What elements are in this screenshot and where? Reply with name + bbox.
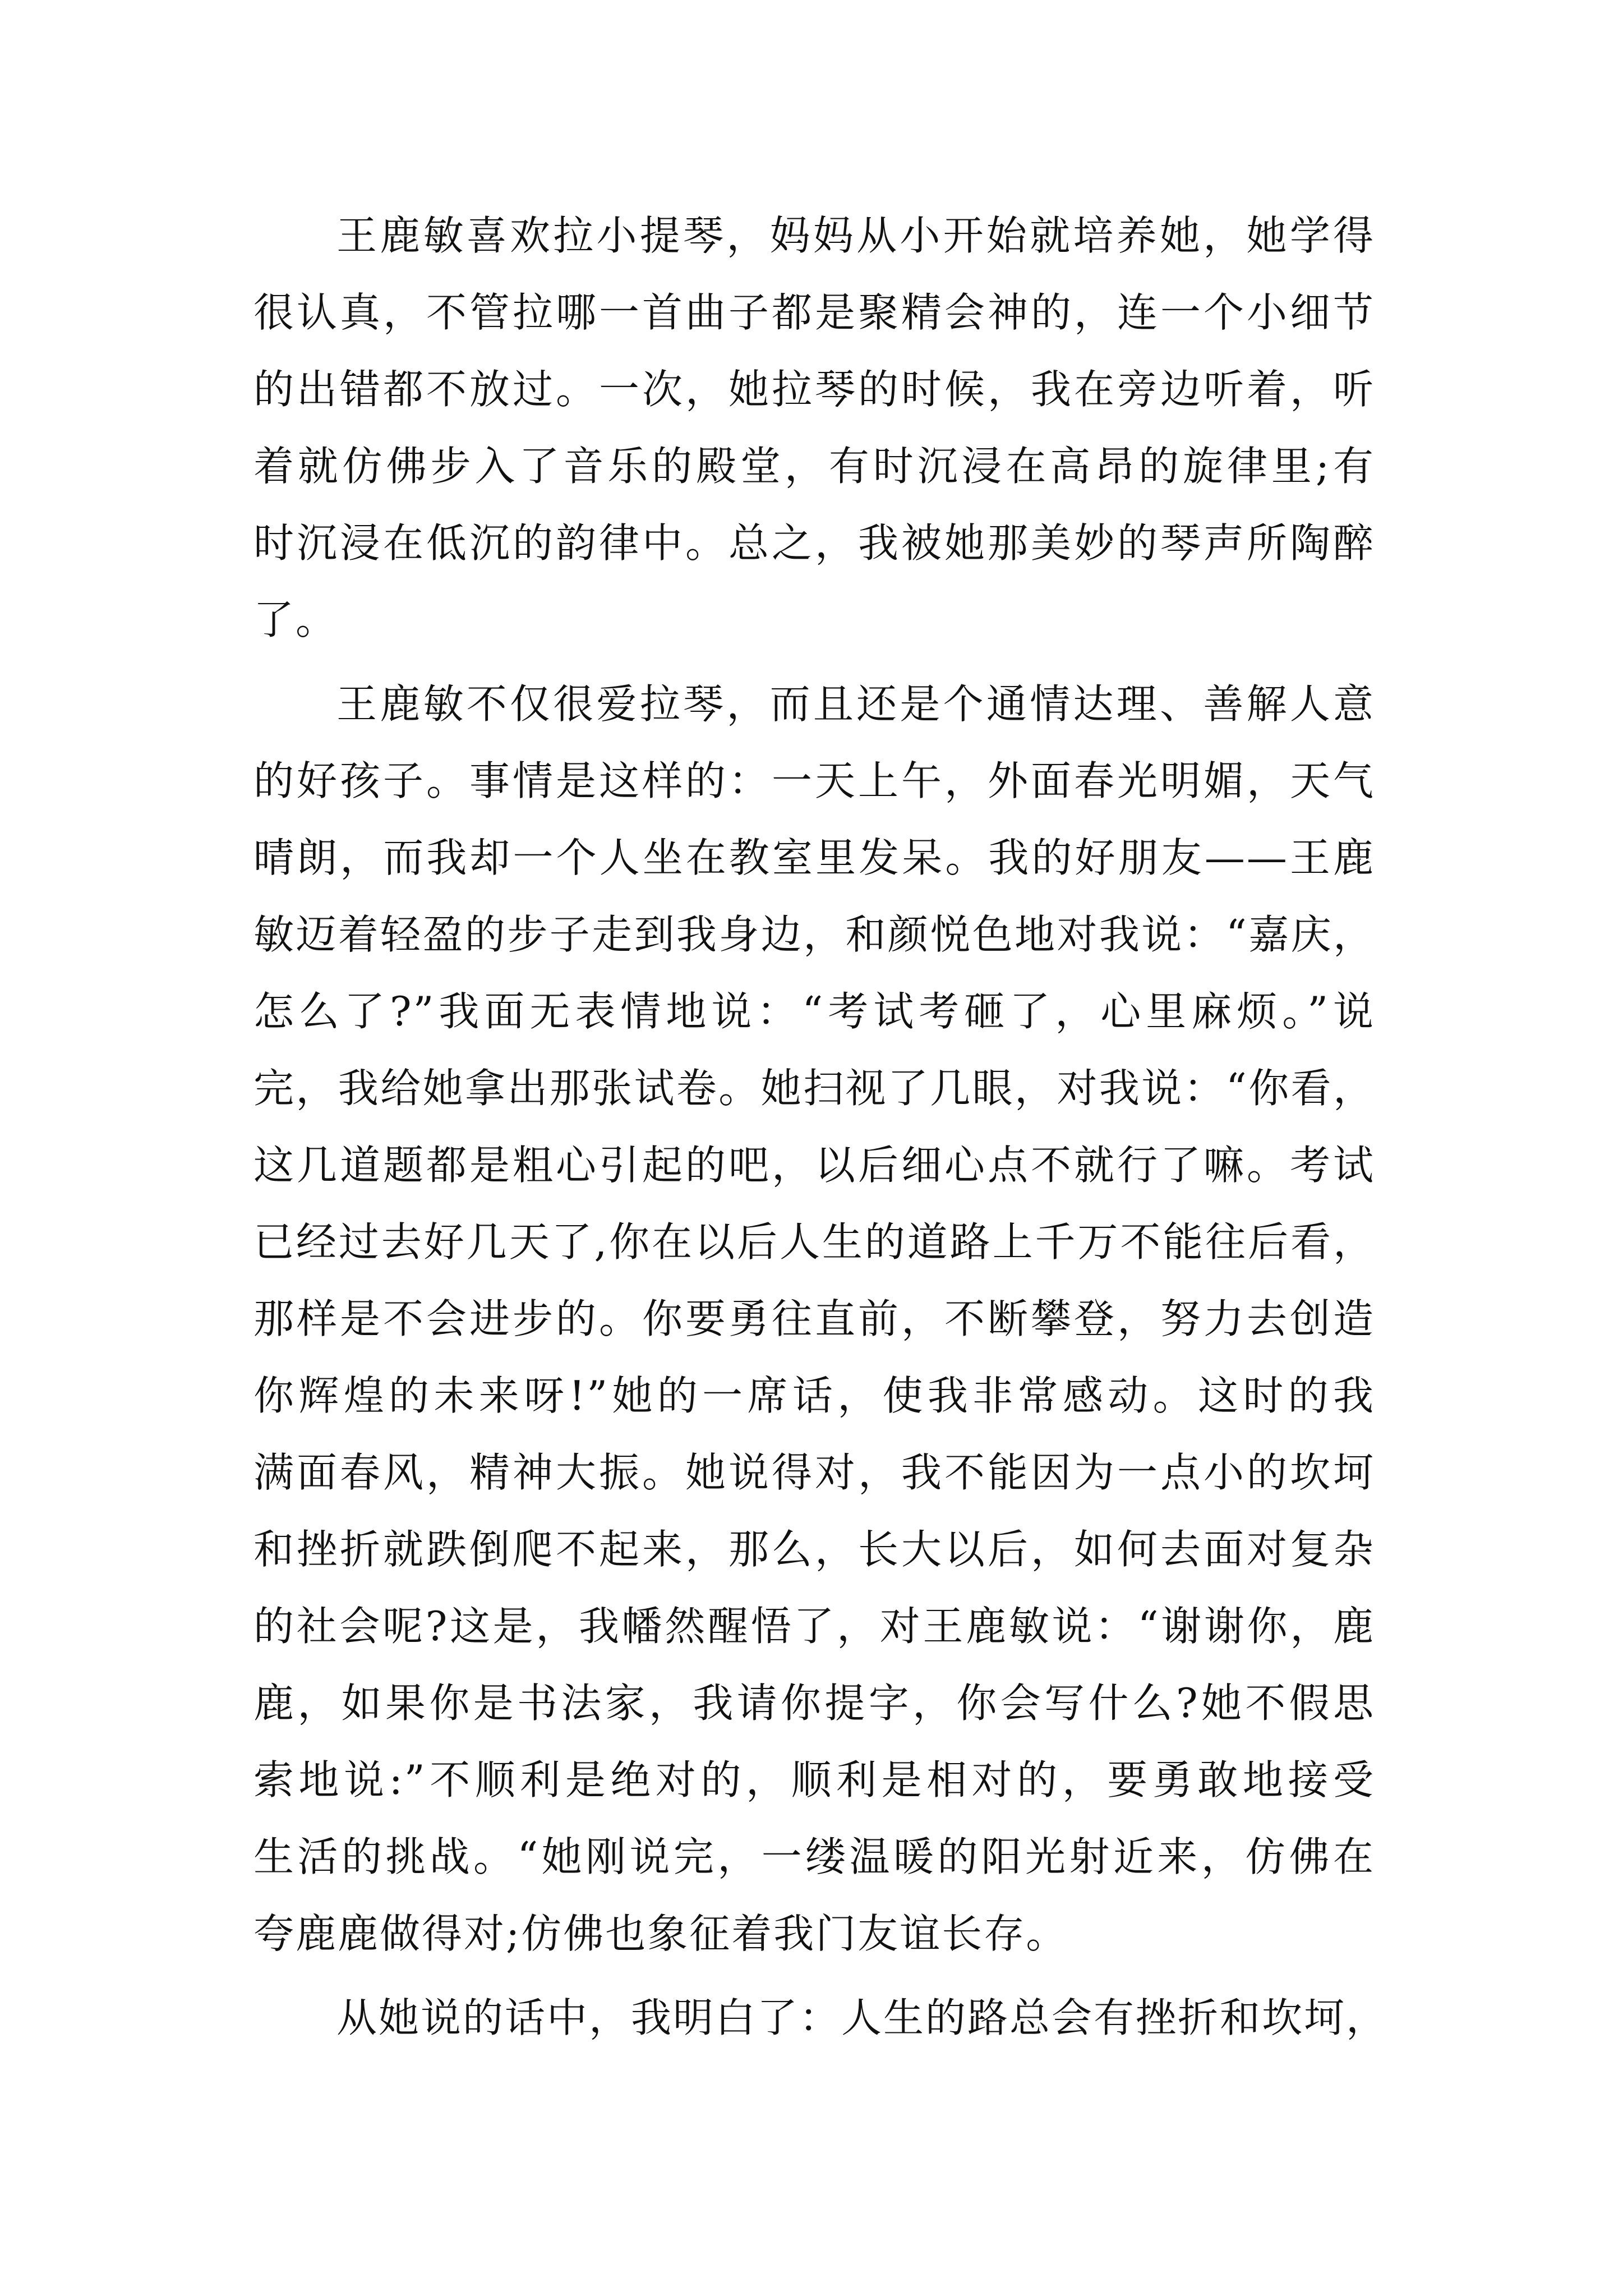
paragraph-2-line-2: 的好孩子。事情是这样的：一天上午，外面春光明媚，天气	[253, 757, 1375, 804]
paragraph-1-line-2: 很认真，不管拉哪一首曲子都是聚精会神的，连一个小细节	[253, 289, 1375, 336]
paragraph-2-line-8: 已经过去好几天了,你在以后人生的道路上千万不能往后看，	[253, 1218, 1375, 1266]
paragraph-2-line-3: 晴朗，而我却一个人坐在教室里发呆。我的好朋友——王鹿	[253, 834, 1375, 881]
paragraph-1-line-1: 王鹿敏喜欢拉小提琴，妈妈从小开始就培养她，她学得	[336, 212, 1375, 259]
essay-body	[253, 197, 1389, 2056]
paragraph-2-line-1: 王鹿敏不仅很爱拉琴，而且还是个通情达理、善解人意	[336, 680, 1375, 728]
paragraph-1-line-4: 着就仿佛步入了音乐的殿堂，有时沉浸在高昂的旋律里;有	[253, 443, 1375, 490]
paragraph-2-line-12: 和挫折就跌倒爬不起来，那么，长大以后，如何去面对复杂	[253, 1526, 1375, 1573]
paragraph-2-line-13: 的社会呢?这是，我幡然醒悟了，对王鹿敏说：“谢谢你，鹿	[253, 1603, 1375, 1650]
paragraph-2-line-5: 怎么了?”我面无表情地说：“考试考砸了，心里麻烦。”说	[253, 988, 1375, 1035]
paragraph-gap	[253, 659, 1375, 666]
paragraph-2-line-6: 完，我给她拿出那张试卷。她扫视了几眼，对我说：“你看，	[253, 1065, 1375, 1112]
paragraph-2-line-17: 夸鹿鹿做得对;仿佛也象征着我门友谊长存。	[253, 1910, 1068, 1957]
paragraph-2-line-9: 那样是不会进步的。你要勇往直前，不断攀登，努力去创造	[253, 1295, 1375, 1342]
paragraph-2-line-11: 满面春风，精神大振。她说得对，我不能因为一点小的坎坷	[253, 1449, 1375, 1496]
paragraph-2-line-10: 你辉煌的未来呀!”她的一席话，使我非常感动。这时的我	[253, 1372, 1375, 1419]
paragraph-1-line-6: 了。	[253, 596, 338, 643]
paragraph-1-line-3: 的出错都不放过。一次，她拉琴的时候，我在旁边听着，听	[253, 366, 1375, 413]
paragraph-2-line-16: 生活的挑战。“她刚说完，一缕温暖的阳光射近来，仿佛在	[253, 1833, 1375, 1880]
paragraph-2-line-15: 索地说:”不顺利是绝对的，顺利是相对的，要勇敢地接受	[253, 1756, 1375, 1803]
paragraph-3-line-1: 从她说的话中，我明白了：人生的路总会有挫折和坎坷，	[336, 1994, 1389, 2041]
paragraph-2-line-7: 这几道题都是粗心引起的吧，以后细心点不就行了嘛。考试	[253, 1142, 1375, 1189]
paragraph-1-line-5: 时沉浸在低沉的韵律中。总之，我被她那美妙的琴声所陶醉	[253, 519, 1375, 567]
paragraph-2-line-4: 敏迈着轻盈的步子走到我身边，和颜悦色地对我说：“嘉庆，	[253, 911, 1375, 958]
paragraph-2-line-14: 鹿，如果你是书法家，我请你提字，你会写什么?她不假思	[253, 1680, 1375, 1727]
paragraph-gap	[253, 1972, 1375, 1980]
